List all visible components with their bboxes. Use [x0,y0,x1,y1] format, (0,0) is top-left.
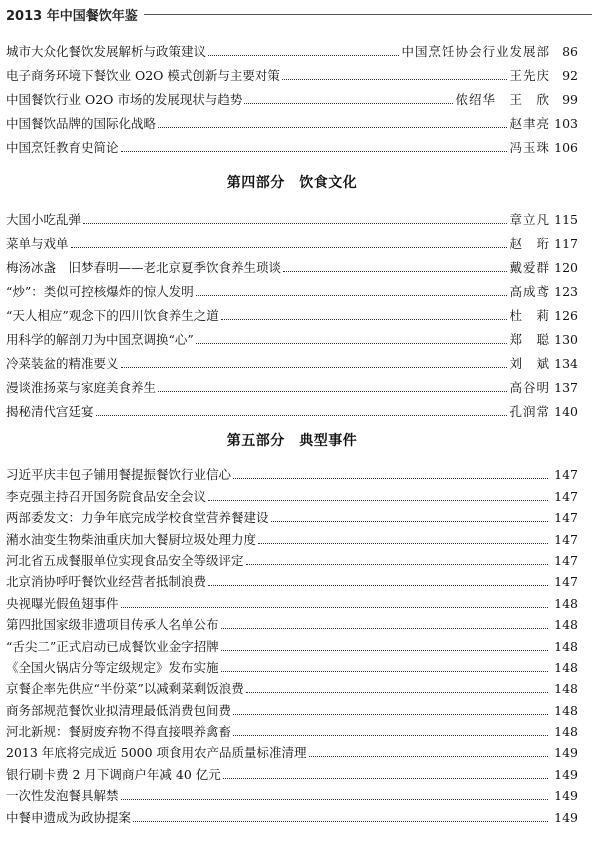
toc-entry[interactable] [6,108,578,132]
entry-title: 河北省五成餐服单位实现食品安全等级评定 [6,552,244,568]
entry-title: “炒”：类似可控核爆炸的惊人发明 [6,284,194,299]
entry-page: 148 [554,702,578,718]
toc-entry[interactable] [6,761,578,782]
toc-entry[interactable] [6,633,578,654]
leader-dots [83,223,507,224]
entry-author: 孔润常 [509,404,550,419]
entry-title: 一次性发泡餐具解禁 [6,788,119,804]
entry-author: 高成鸢 [509,284,550,299]
toc-entry[interactable] [6,372,578,396]
entry-title: 中国餐饮品牌的国际化战略 [6,116,157,131]
toc-entry[interactable] [6,60,578,84]
toc-entry[interactable] [6,740,578,761]
leader-dots [121,607,548,608]
entry-page: 148 [554,724,578,740]
entry-title: 商务部规范餐饮业拟清理最低消费包间费 [6,702,232,718]
toc-entry[interactable] [6,324,578,348]
entry-page: 99 [562,92,578,107]
entry-page: 103 [554,116,578,131]
entry-title: 李克强主持召开国务院食品安全会议 [6,488,207,504]
entry-title: 漫谈淮扬菜与家庭美食养生 [6,380,157,395]
entry-page: 130 [554,332,578,347]
toc-entry[interactable] [6,228,578,252]
leader-dots [282,79,508,80]
entry-author: 冯玉珠 [509,140,550,155]
entry-title: 第四批国家级非遗项目传承人名单公布 [6,617,219,633]
entry-author: 戴爱群 [509,260,550,275]
leader-dots [221,628,548,629]
entry-author: 侬绍华 王 欣 [455,92,550,107]
leader-dots [309,756,548,757]
section-four [6,168,578,198]
toc-entry[interactable] [6,783,578,804]
entry-title: 北京消协呼吁餐饮业经营者抵制浪费 [6,574,207,590]
entry-page: 147 [554,510,578,526]
entry-page: 92 [562,68,578,83]
toc-entry[interactable] [6,462,578,483]
entry-title: 中餐申遗成为政协提案 [6,809,132,825]
entry-title: 中国餐饮行业 O2O 市场的发展现状与趋势 [6,92,243,107]
entry-page: 115 [554,212,578,227]
entry-title: 2013 年底将完成近 5000 项食用农产品质量标准清理 [6,745,307,761]
entry-page: 86 [562,44,578,59]
entry-title: 冷菜装盆的精准要义 [6,356,119,371]
section-heading: 第五部分 典型事件 [226,433,358,449]
leader-dots [221,671,548,672]
toc-entry[interactable] [6,204,578,228]
entry-title: 银行刷卡费 2 月下调商户年减 40 亿元 [6,766,221,782]
toc-entry[interactable] [6,548,578,569]
entry-page: 140 [554,404,578,419]
entry-title: 河北新规：餐厨废弃物不得直接喂养禽畜 [6,724,232,740]
entry-page: 149 [554,766,578,782]
leader-dots [133,821,548,822]
leader-dots [196,343,508,344]
entry-title: “天人相应”观念下的四川饮食养生之道 [6,308,219,323]
leader-dots [244,103,453,104]
entry-page: 147 [554,531,578,547]
toc-group-2 [6,204,578,420]
entry-page: 149 [554,809,578,825]
leader-dots [233,478,548,479]
leader-dots [221,319,508,320]
leader-dots [158,127,507,128]
entry-title: 《全国火锅店分等定级规定》发布实施 [6,659,219,675]
entry-author: 高谷明 [509,380,550,395]
entry-title: 中国烹饪教育史简论 [6,140,119,155]
toc-entry[interactable] [6,483,578,504]
entry-title: 习近平庆丰包子铺用餐提振餐饮行业信心 [6,467,232,483]
section-five [6,426,578,456]
entry-page: 147 [554,552,578,568]
toc-entry[interactable] [6,84,578,108]
entry-author: 王先庆 [509,68,550,83]
entry-author: 杜 莉 [509,308,550,323]
entry-page: 117 [554,236,578,251]
leader-dots [223,778,548,779]
entry-author: 赵聿亮 [509,116,550,131]
leader-dots [221,650,548,651]
entry-author: 中国烹饪协会行业发展部 [401,44,550,59]
leader-dots [71,247,508,248]
toc-entry[interactable] [6,655,578,676]
entry-page: 120 [554,260,578,275]
entry-page: 148 [554,659,578,675]
toc-entry[interactable] [6,132,578,156]
toc-entry[interactable] [6,36,578,60]
running-header [6,4,592,24]
entry-page: 148 [554,638,578,654]
section-heading: 第四部分 饮食文化 [226,175,358,191]
leader-dots [233,714,548,715]
leader-dots [121,799,548,800]
leader-dots [283,271,507,272]
entry-page: 147 [554,574,578,590]
toc-entry[interactable] [6,719,578,740]
header-rule [144,14,592,15]
entry-page: 149 [554,788,578,804]
toc-entry[interactable] [6,590,578,611]
entry-title: 揭秘清代宫廷宴 [6,404,94,419]
leader-dots [258,543,548,544]
entry-page: 137 [554,380,578,395]
toc-entry[interactable] [6,526,578,547]
toc-group-1 [6,36,578,156]
entry-page: 148 [554,617,578,633]
toc-entry[interactable] [6,300,578,324]
header-title: 2013 年中国餐饮年鉴 [6,8,138,24]
toc-entry[interactable] [6,396,578,420]
entry-title: 菜单与戏单 [6,236,69,251]
entry-author: 刘 斌 [509,356,550,371]
leader-dots [158,391,507,392]
toc-group-3 [6,462,578,826]
entry-title: 梅汤冰盏 旧梦春明——老北京夏季饮食养生琐谈 [6,260,282,275]
toc-entry[interactable] [6,676,578,697]
toc-entry[interactable] [6,612,578,633]
entry-page: 147 [554,488,578,504]
leader-dots [121,151,508,152]
entry-page: 123 [554,284,578,299]
leader-dots [208,500,548,501]
leader-dots [271,521,548,522]
entry-title: “舌尖二”正式启动已成餐饮业金字招牌 [6,638,219,654]
toc-entry[interactable] [6,804,578,825]
toc-entry[interactable] [6,697,578,718]
entry-page: 149 [554,745,578,761]
toc-entry[interactable] [6,276,578,300]
entry-page: 106 [554,140,578,155]
entry-title: 城市大众化餐饮发展解析与政策建议 [6,44,207,59]
leader-dots [196,295,508,296]
entry-page: 148 [554,681,578,697]
leader-dots [246,692,548,693]
leader-dots [121,367,508,368]
leader-dots [208,55,399,56]
entry-title: 两部委发文：力争年底完成学校食堂营养餐建设 [6,510,269,526]
toc-entry[interactable] [6,569,578,590]
toc-entry[interactable] [6,348,578,372]
entry-title: 央视曝光假鱼翅事件 [6,595,119,611]
entry-author: 郑 聪 [509,332,550,347]
leader-dots [246,564,548,565]
entry-page: 147 [554,467,578,483]
toc-entry[interactable] [6,252,578,276]
entry-title: 大国小吃乱弹 [6,212,82,227]
entry-title: 用科学的解剖刀为中国烹调换“心” [6,332,194,347]
entry-page: 126 [554,308,578,323]
entry-title: 京餐企率先供应“半份菜”以减剩菜剩饭浪费 [6,681,244,697]
entry-page: 134 [554,356,578,371]
leader-dots [208,585,548,586]
entry-author: 赵 珩 [509,236,550,251]
entry-author: 章立凡 [509,212,550,227]
entry-title: 潲水油变生物柴油重庆加大餐厨垃圾处理力度 [6,531,257,547]
toc-entry[interactable] [6,505,578,526]
leader-dots [233,735,548,736]
leader-dots [96,415,508,416]
entry-title: 电子商务环境下餐饮业 O2O 模式创新与主要对策 [6,68,280,83]
entry-page: 148 [554,595,578,611]
